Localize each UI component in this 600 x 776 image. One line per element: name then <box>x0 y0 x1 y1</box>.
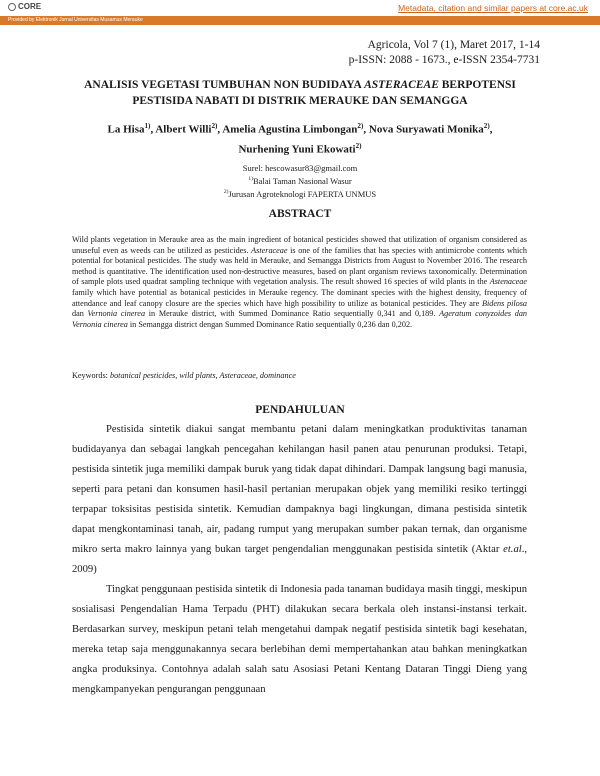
affiliation-1 <box>60 174 540 187</box>
author-name: Nurhening Yuni Ekowati <box>238 143 356 156</box>
core-logo-icon <box>8 3 16 11</box>
author-mark: 2) <box>355 141 362 150</box>
abstract-text: family which have potential as botanical pesticides in Merauke regency. The dominant species with the highest density, frequency of attendance and leaf canopy closure are the species which have high possibility to utilize as botanical pesticides. They are <box>72 287 527 308</box>
author-name: Albert Willi <box>155 123 212 136</box>
keywords <box>72 371 527 380</box>
author-list: La Hisa$^{1)}$, Albert Willi$^{2)}$, Amelia Agustina Limbongan$^{2)}$, Nova Suryawati Monika$^{2)}$, Nurhening Yuni Ekowati$^{2)}$ <box>107 122 493 156</box>
abstract-text: dan <box>72 309 84 319</box>
affiliation-text: Balai Taman Nasional Wasur <box>252 175 352 186</box>
paragraph-text: Tingkat penggunaan pestisida sintetik di Indonesia pada tanaman budidaya masih tinggi, meskipun sosialisasi Pengendalian Hama Terpadu (PHT) dilakukan secara berkala oleh instansi-instansi terkait. Berdasarkan survey, meskipun petani telah mengetahui dampak negatif pestisida sintetik bagi kesehatan, mereka tetap saja menggunakannya secara berlebihan demi mempertahankan atau bahkan meningkatkan angka produksinya. Contohnya adalah salah satu Asosiasi Petani Kentang Dataran Tinggi Dieng yang mengkampanyekan pengurangan penggunaan <box>72 584 527 695</box>
affiliation-2 <box>60 187 540 200</box>
journal-info <box>349 38 540 68</box>
species-name: Vernonia cinerea <box>87 309 146 319</box>
provided-by-bar <box>0 16 600 25</box>
keywords-text: botanical pesticides, wild plants, Asteraceae, dominance <box>109 371 296 380</box>
affiliations <box>60 163 540 200</box>
journal-issn: p-ISSN: 2088 - 1673., e-ISSN 2354-7731 <box>348 54 540 66</box>
paper-title <box>60 78 540 109</box>
affiliation-mark: 1) <box>248 176 253 182</box>
author-mark: 1) <box>144 122 151 130</box>
citation-italic: et.al <box>503 544 522 555</box>
title-part3: BERPOTENSI PESTISIDA NABATI DI DISTRIK MERAUKE DAN SEMANGGA <box>132 79 516 107</box>
abstract-body <box>72 235 527 330</box>
provided-by-text: Provided by Elektronik Jurnal Universitas Musamus Merauke <box>8 17 143 23</box>
author-name: Amelia Agustina Limbongan <box>222 123 358 136</box>
paragraph-text: ., 2009) <box>72 544 527 575</box>
abstract-text: Wild plants vegetation in Merauke area as the main ingredient of botanical pesticides showed that utilization of organism considered as unuseful even as weeds can be utilized as pesticides. <box>72 235 527 255</box>
author-mark: 2) <box>357 122 364 130</box>
core-label: CORE <box>18 2 42 11</box>
author-name: La Hisa <box>107 123 145 136</box>
core-logo[interactable] <box>8 2 41 11</box>
author-mark: 2) <box>483 122 490 130</box>
metadata-link[interactable]: Metadata, citation and similar papers at core.ac.uk <box>398 3 588 13</box>
affiliation-text: Jurusan Agroteknologi FAPERTA UNMUS <box>228 188 377 199</box>
abstract-text: in Semangga district dengan Summed Dominance Ratio sequentially 0,236 dan 0,202. <box>129 319 413 329</box>
title-part2: ASTERACEAE <box>364 79 439 91</box>
section-heading-pendahuluan: PENDAHULUAN <box>255 404 345 416</box>
journal-citation: Agricola, Vol 7 (1), Maret 2017, 1-14 <box>367 39 540 51</box>
abstract-heading: ABSTRACT <box>268 208 332 220</box>
abstract-text: in Merauke district, with Summed Dominance Ratio sequentially 0,341 and 0,189. <box>148 309 436 319</box>
keywords-label: Keywords: <box>72 371 108 380</box>
species-name: Ageratum conyzoides dan Vernonia cinerea <box>72 309 528 329</box>
author-name: Nova Suryawati Monika <box>368 123 484 136</box>
intro-paragraph-2 <box>72 580 527 700</box>
abstract-text: is one of the families that has species with antimicrobe contents which potential for botanical pesticides. The study was held in Merauke, and Semangga Districts from August to November 2016. The research method is quantitative. The identification used non-destructive measures, based on plant organism reviews taxonomically. Determination of sample plots used quadrat sampling technique with vegetation analysis. The result showed 16 species of wild plants in the <box>72 245 528 287</box>
author-email: Surel: hescowasur83@gmail.com <box>242 163 358 173</box>
paragraph-text: Pestisida sintetik diakui sangat membantu petani dalam meningkatkan produktivitas tanaman budidayanya dan sebagai langkah pencegahan kehilangan hasil panen atau penurunan produksi. Tetapi, pestisida sintetik juga memiliki dampak buruk yang tidak dapat dihindari. Dampak langsung bagi manusia, seperti para petani dan konsumen hasil-hasil pertanian merupakan objek yang memiliki resiko tertinggi terpapar toksisitas pestisida sintetik. Kemudian dampaknya bagi lingkungan, dimana pestisida sintetik dapat mengkontaminasi tanah, air, padang rumput yang merupakan sumber pakan ternak, dan organisme mikro serta makro lainnya yang bukan target pengendalian menggunakan pestisida sintetik (Aktar <box>72 424 527 555</box>
core-header-bar <box>0 0 600 16</box>
species-name: Bidens pilosa <box>482 298 527 308</box>
abstract-italic: Asteraceae <box>251 245 288 255</box>
abstract-italic: Astenaceae <box>489 277 528 287</box>
intro-paragraph-1 <box>72 420 527 580</box>
author-mark: 2) <box>211 122 218 130</box>
affiliation-mark: 2) <box>223 188 229 195</box>
title-part1: ANALISIS VEGETASI TUMBUHAN NON BUDIDAYA <box>84 79 362 91</box>
